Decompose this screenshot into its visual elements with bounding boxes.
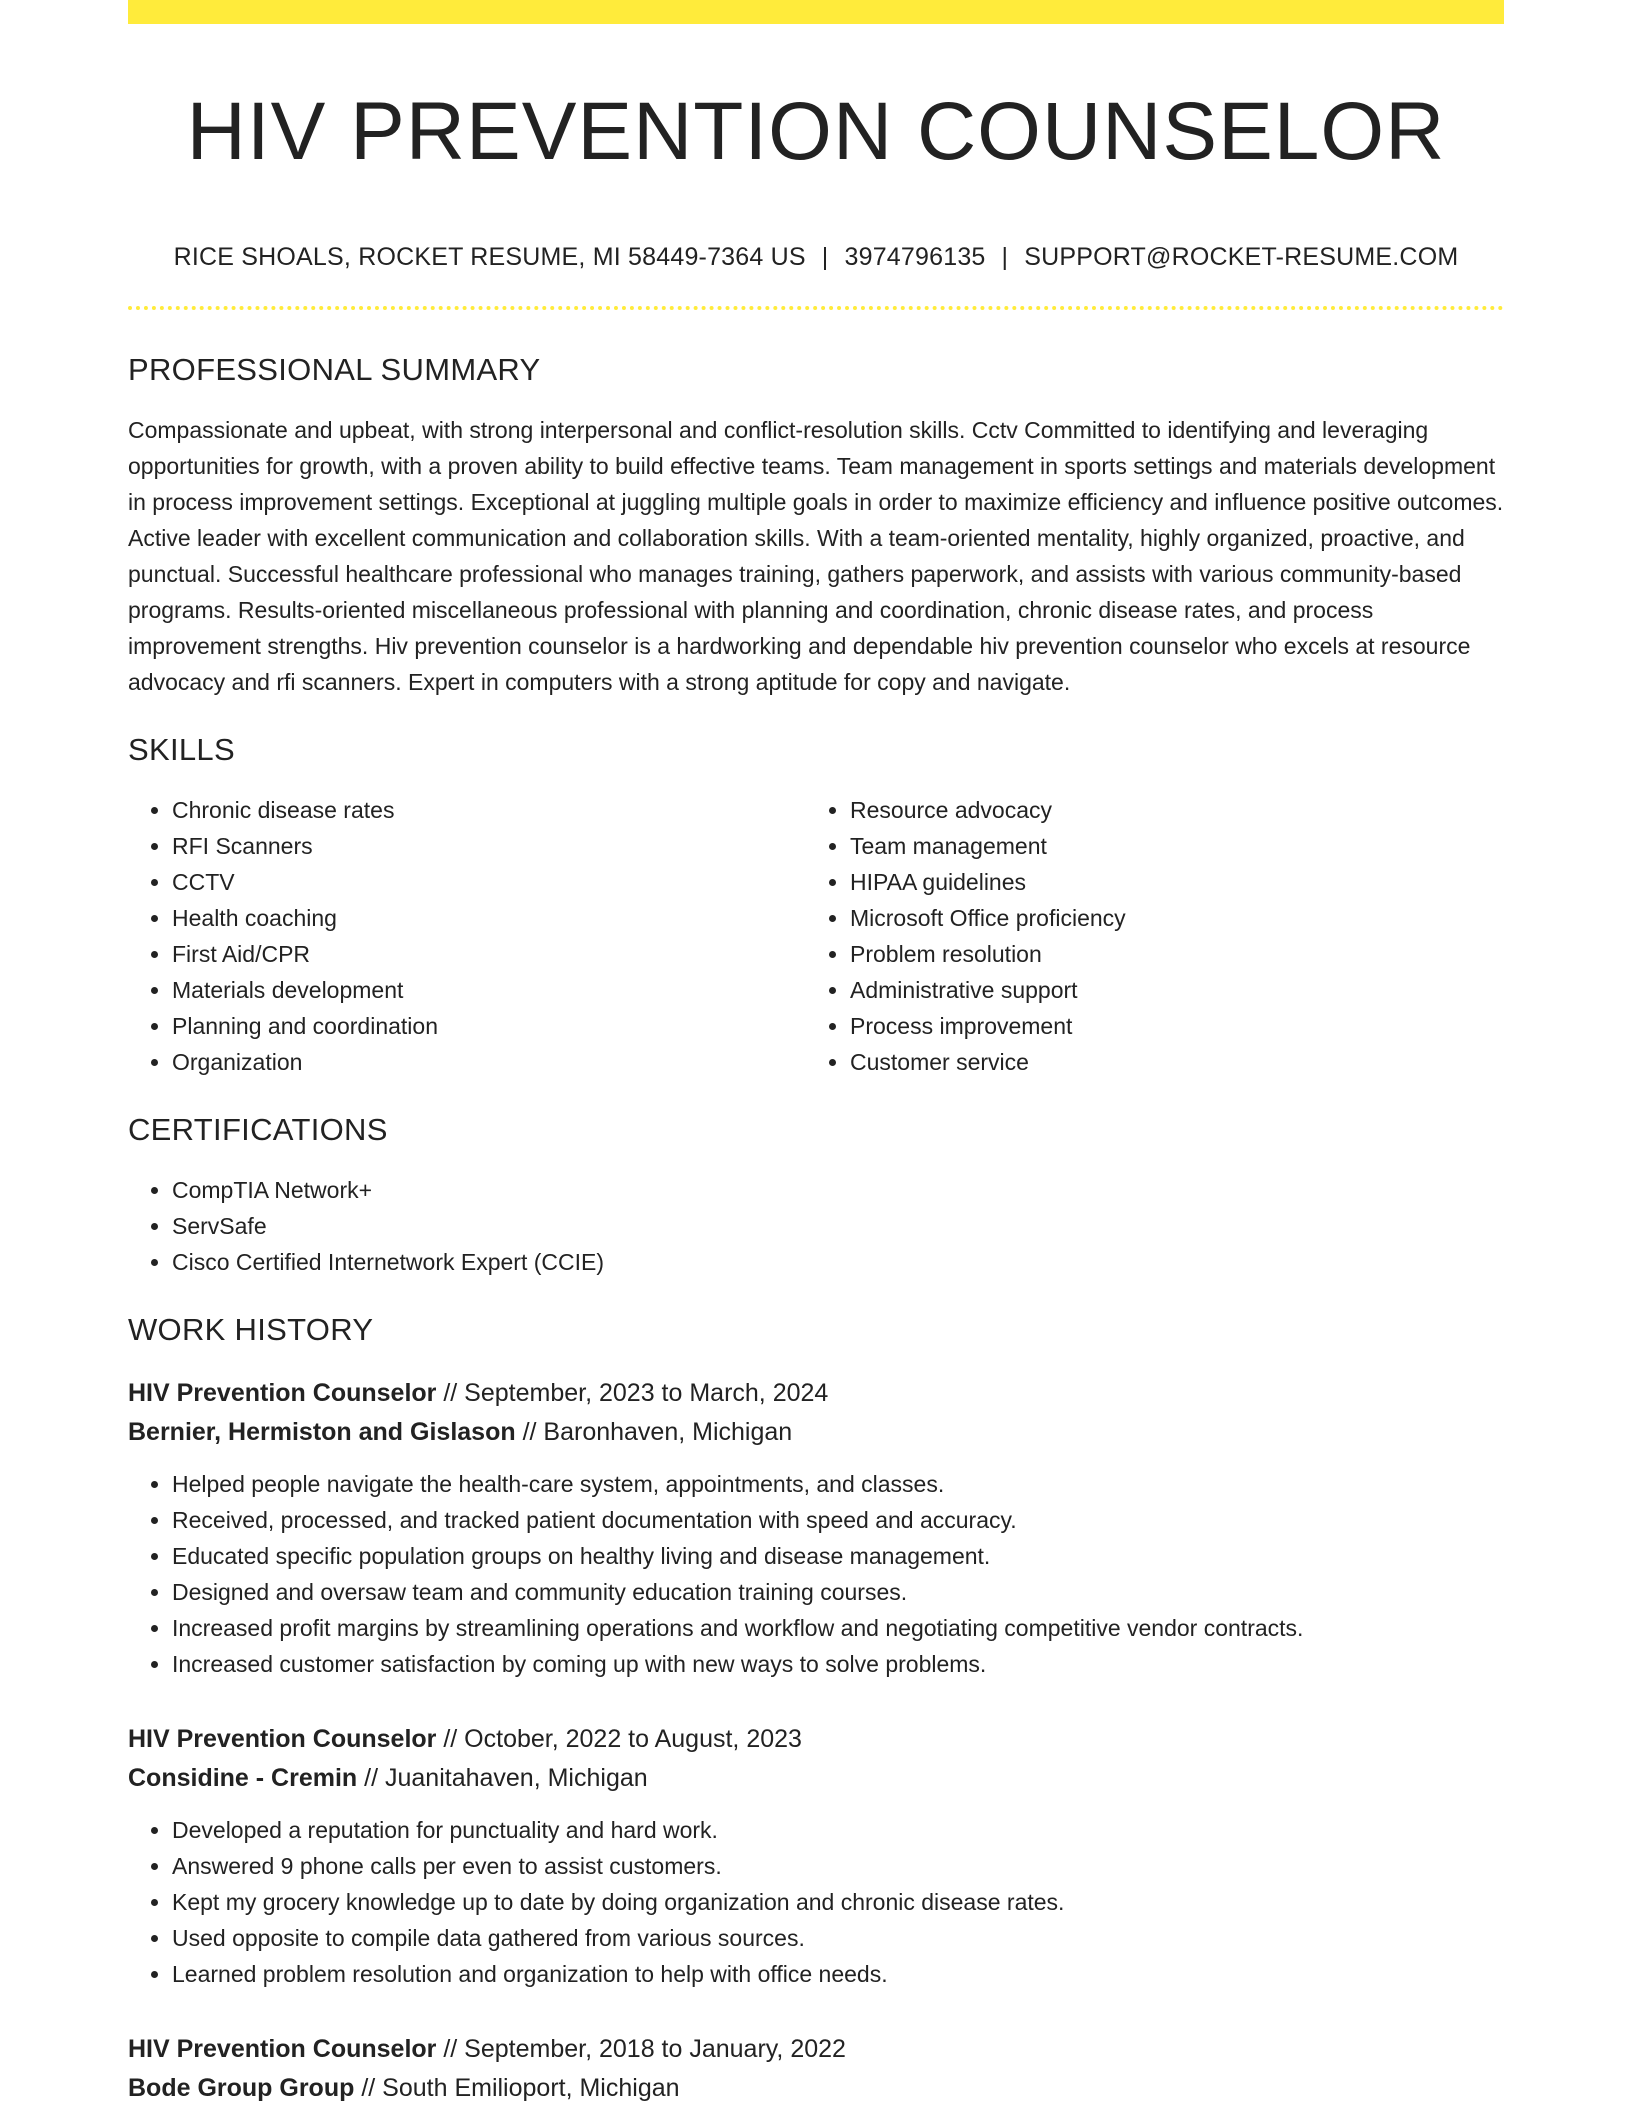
skills-column-left — [128, 792, 806, 1080]
professional-summary-section — [128, 350, 1504, 700]
certification-item: • Cisco Certified Internetwork Expert (CCIE) — [172, 1244, 1504, 1280]
accent-top-bar — [128, 0, 1504, 24]
job-title: HIV Prevention Counselor — [128, 2035, 437, 2063]
job-location: // South Emilioport, Michigan — [361, 2074, 680, 2102]
job-entry — [128, 1720, 1504, 1992]
job-duties-list — [128, 1812, 1504, 1992]
job-duty-item: • Used opposite to compile data gathered from various sources. — [172, 1920, 1504, 1956]
contact-email: SUPPORT@ROCKET-RESUME.COM — [1024, 243, 1459, 271]
resume-page — [128, 0, 1504, 2108]
job-duty-item: • Increased customer satisfaction by coming up with new ways to solve problems. — [172, 1646, 1504, 1682]
job-duty-item: • Answered 9 phone calls per even to assist customers. — [172, 1848, 1504, 1884]
job-duty-item: • Designed and oversaw team and community education training courses. — [172, 1574, 1504, 1610]
work-history-section — [128, 1310, 1504, 2108]
certifications-list — [128, 1172, 1504, 1280]
section-heading: PROFESSIONAL SUMMARY — [128, 352, 541, 387]
contact-separator: | — [821, 243, 829, 271]
job-title: HIV Prevention Counselor — [128, 1379, 437, 1407]
job-title-line — [128, 2030, 1504, 2069]
job-title: HIV Prevention Counselor — [128, 1725, 437, 1753]
job-location: // Baronhaven, Michigan — [522, 1418, 793, 1446]
certifications-section — [128, 1110, 1504, 1280]
job-company: Bode Group Group — [128, 2074, 355, 2102]
skill-item: • HIPAA guidelines — [850, 864, 1484, 900]
job-company-line — [128, 2069, 1504, 2108]
job-duty-item: • Educated specific population groups on healthy living and disease management. — [172, 1538, 1504, 1574]
job-entry — [128, 2030, 1504, 2108]
certification-item: • CompTIA Network+ — [172, 1172, 1504, 1208]
skill-item: • Microsoft Office proficiency — [850, 900, 1484, 936]
skill-item: • Chronic disease rates — [172, 792, 806, 828]
job-company-line — [128, 1413, 1504, 1452]
job-dates: // September, 2018 to January, 2022 — [443, 2035, 846, 2063]
skill-item: • Planning and coordination — [172, 1008, 806, 1044]
skill-item: • First Aid/CPR — [172, 936, 806, 972]
contact-address: RICE SHOALS, ROCKET RESUME, MI 58449-7364 US — [173, 243, 806, 271]
resume-name: HIV PREVENTION COUNSELOR — [186, 86, 1446, 177]
skill-item: • Team management — [850, 828, 1484, 864]
job-dates: // September, 2023 to March, 2024 — [443, 1379, 829, 1407]
job-duty-item: • Helped people navigate the health-care system, appointments, and classes. — [172, 1466, 1504, 1502]
job-title-line — [128, 1374, 1504, 1413]
job-duty-item: • Learned problem resolution and organization to help with office needs. — [172, 1956, 1504, 1992]
skills-section — [128, 730, 1504, 1080]
contact-separator: | — [1001, 243, 1009, 271]
contact-phone: 3974796135 — [844, 243, 986, 271]
skills-list — [806, 792, 1484, 1080]
dotted-divider — [128, 306, 1504, 310]
job-company-line — [128, 1759, 1504, 1798]
job-dates: // October, 2022 to August, 2023 — [443, 1725, 802, 1753]
skill-item: • Resource advocacy — [850, 792, 1484, 828]
job-duty-item: • Received, processed, and tracked patient documentation with speed and accuracy. — [172, 1502, 1504, 1538]
job-location: // Juanitahaven, Michigan — [364, 1764, 648, 1792]
skills-column-right — [806, 792, 1484, 1080]
skills-grid — [128, 792, 1504, 1080]
contact-line — [128, 240, 1504, 274]
summary-text: Compassionate and upbeat, with strong interpersonal and conflict-resolution skills. Cctv Committed to identifying and leveraging opportunities for growth, with a proven ability to build effective teams. Team management in sports settings and materials development in process improvement settings. Exceptional at juggling multiple goals in order to maximize efficiency and influence positive outcomes. Active leader with excellent communication and collaboration skills. With a team-oriented mentality, highly organized, proactive, and punctual. Successful healthcare professional who manages training, gathers paperwork, and assists with various community-based programs. Results-oriented miscellaneous professional with planning and coordination, chronic disease rates, and process improvement strengths. Hiv prevention counselor is a hardworking and dependable hiv prevention counselor who excels at resource advocacy and rfi scanners. Expert in computers with a strong aptitude for copy and navigate. — [128, 417, 1504, 695]
job-company: Considine - Cremin — [128, 1764, 358, 1792]
certification-item: • ServSafe — [172, 1208, 1504, 1244]
skill-item: • RFI Scanners — [172, 828, 806, 864]
job-duty-item: • Developed a reputation for punctuality and hard work. — [172, 1812, 1504, 1848]
skill-item: • Health coaching — [172, 900, 806, 936]
skill-item: • Process improvement — [850, 1008, 1484, 1044]
section-heading: WORK HISTORY — [128, 1312, 374, 1347]
skills-list — [128, 792, 806, 1080]
skill-item: • CCTV — [172, 864, 806, 900]
skill-item: • Administrative support — [850, 972, 1484, 1008]
job-title-line — [128, 1720, 1504, 1759]
skill-item: • Problem resolution — [850, 936, 1484, 972]
section-heading: SKILLS — [128, 732, 235, 767]
skill-item: • Materials development — [172, 972, 806, 1008]
job-duty-item: • Increased profit margins by streamlining operations and workflow and negotiating competitive vendor contracts. — [172, 1610, 1504, 1646]
job-entry — [128, 1374, 1504, 1682]
job-duties-list — [128, 1466, 1504, 1682]
job-duty-item: • Kept my grocery knowledge up to date by doing organization and chronic disease rates. — [172, 1884, 1504, 1920]
section-heading: CERTIFICATIONS — [128, 1112, 388, 1147]
skill-item: • Organization — [172, 1044, 806, 1080]
skill-item: • Customer service — [850, 1044, 1484, 1080]
job-company: Bernier, Hermiston and Gislason — [128, 1418, 516, 1446]
